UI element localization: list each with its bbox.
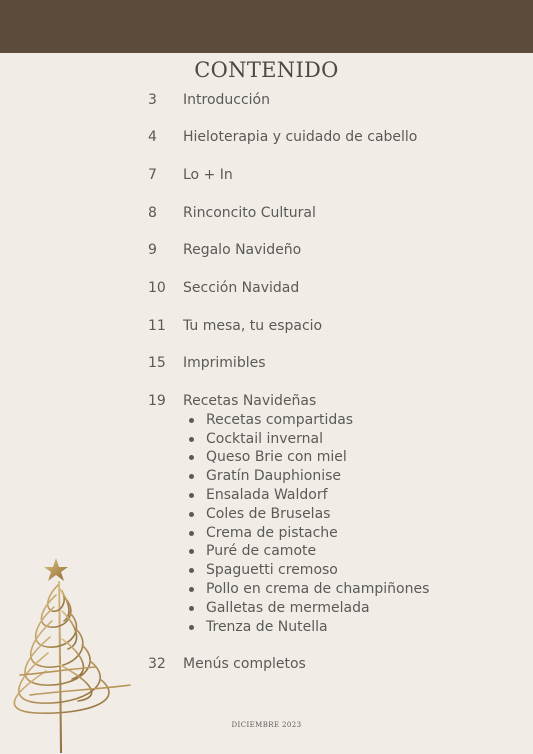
bullet-icon	[189, 455, 194, 460]
toc-entry-label: Tu mesa, tu espacio	[183, 318, 323, 334]
toc-entry-label: Lo + In	[183, 167, 233, 183]
bullet-icon	[189, 606, 194, 611]
bullet-icon	[189, 625, 194, 630]
bullet-icon	[189, 493, 194, 498]
bullet-icon	[189, 531, 194, 536]
toc-page-number: 15	[148, 355, 166, 371]
toc-page-number: 8	[148, 205, 157, 221]
bullet-icon	[189, 418, 194, 423]
toc-page-number: 32	[148, 656, 166, 672]
page-title: CONTENIDO	[194, 58, 339, 82]
toc-page-number: 7	[148, 167, 157, 183]
toc-page-number: 9	[148, 242, 157, 258]
toc-entry-label: Imprimibles	[183, 355, 266, 371]
bullet-icon	[189, 512, 194, 517]
bullet-icon	[189, 437, 194, 442]
bullet-icon	[189, 587, 194, 592]
toc-entry-label: Menús completos	[183, 656, 306, 672]
toc-entry-label: Rinconcito Cultural	[183, 205, 316, 221]
star-icon	[44, 558, 68, 581]
toc-entry-label: Hieloterapia y cuidado de cabello	[183, 129, 418, 145]
toc-page-number: 19	[148, 393, 166, 409]
toc-entry-label: Sección Navidad	[183, 280, 300, 296]
header-bar	[0, 0, 533, 53]
bullet-icon	[189, 549, 194, 554]
toc-page-number: 3	[148, 92, 157, 108]
toc-page-number: 11	[148, 318, 166, 334]
toc-entry-label: Regalo Navideño	[183, 242, 302, 258]
toc-page-number: 10	[148, 280, 166, 296]
toc-entry-label: Introducción	[183, 92, 270, 108]
issue-date: DICIEMBRE 2023	[231, 721, 302, 729]
bullet-icon	[189, 568, 194, 573]
toc-entry-label: Recetas Navideñas	[183, 393, 317, 409]
bullet-icon	[189, 474, 194, 479]
toc-page-number: 4	[148, 129, 157, 145]
